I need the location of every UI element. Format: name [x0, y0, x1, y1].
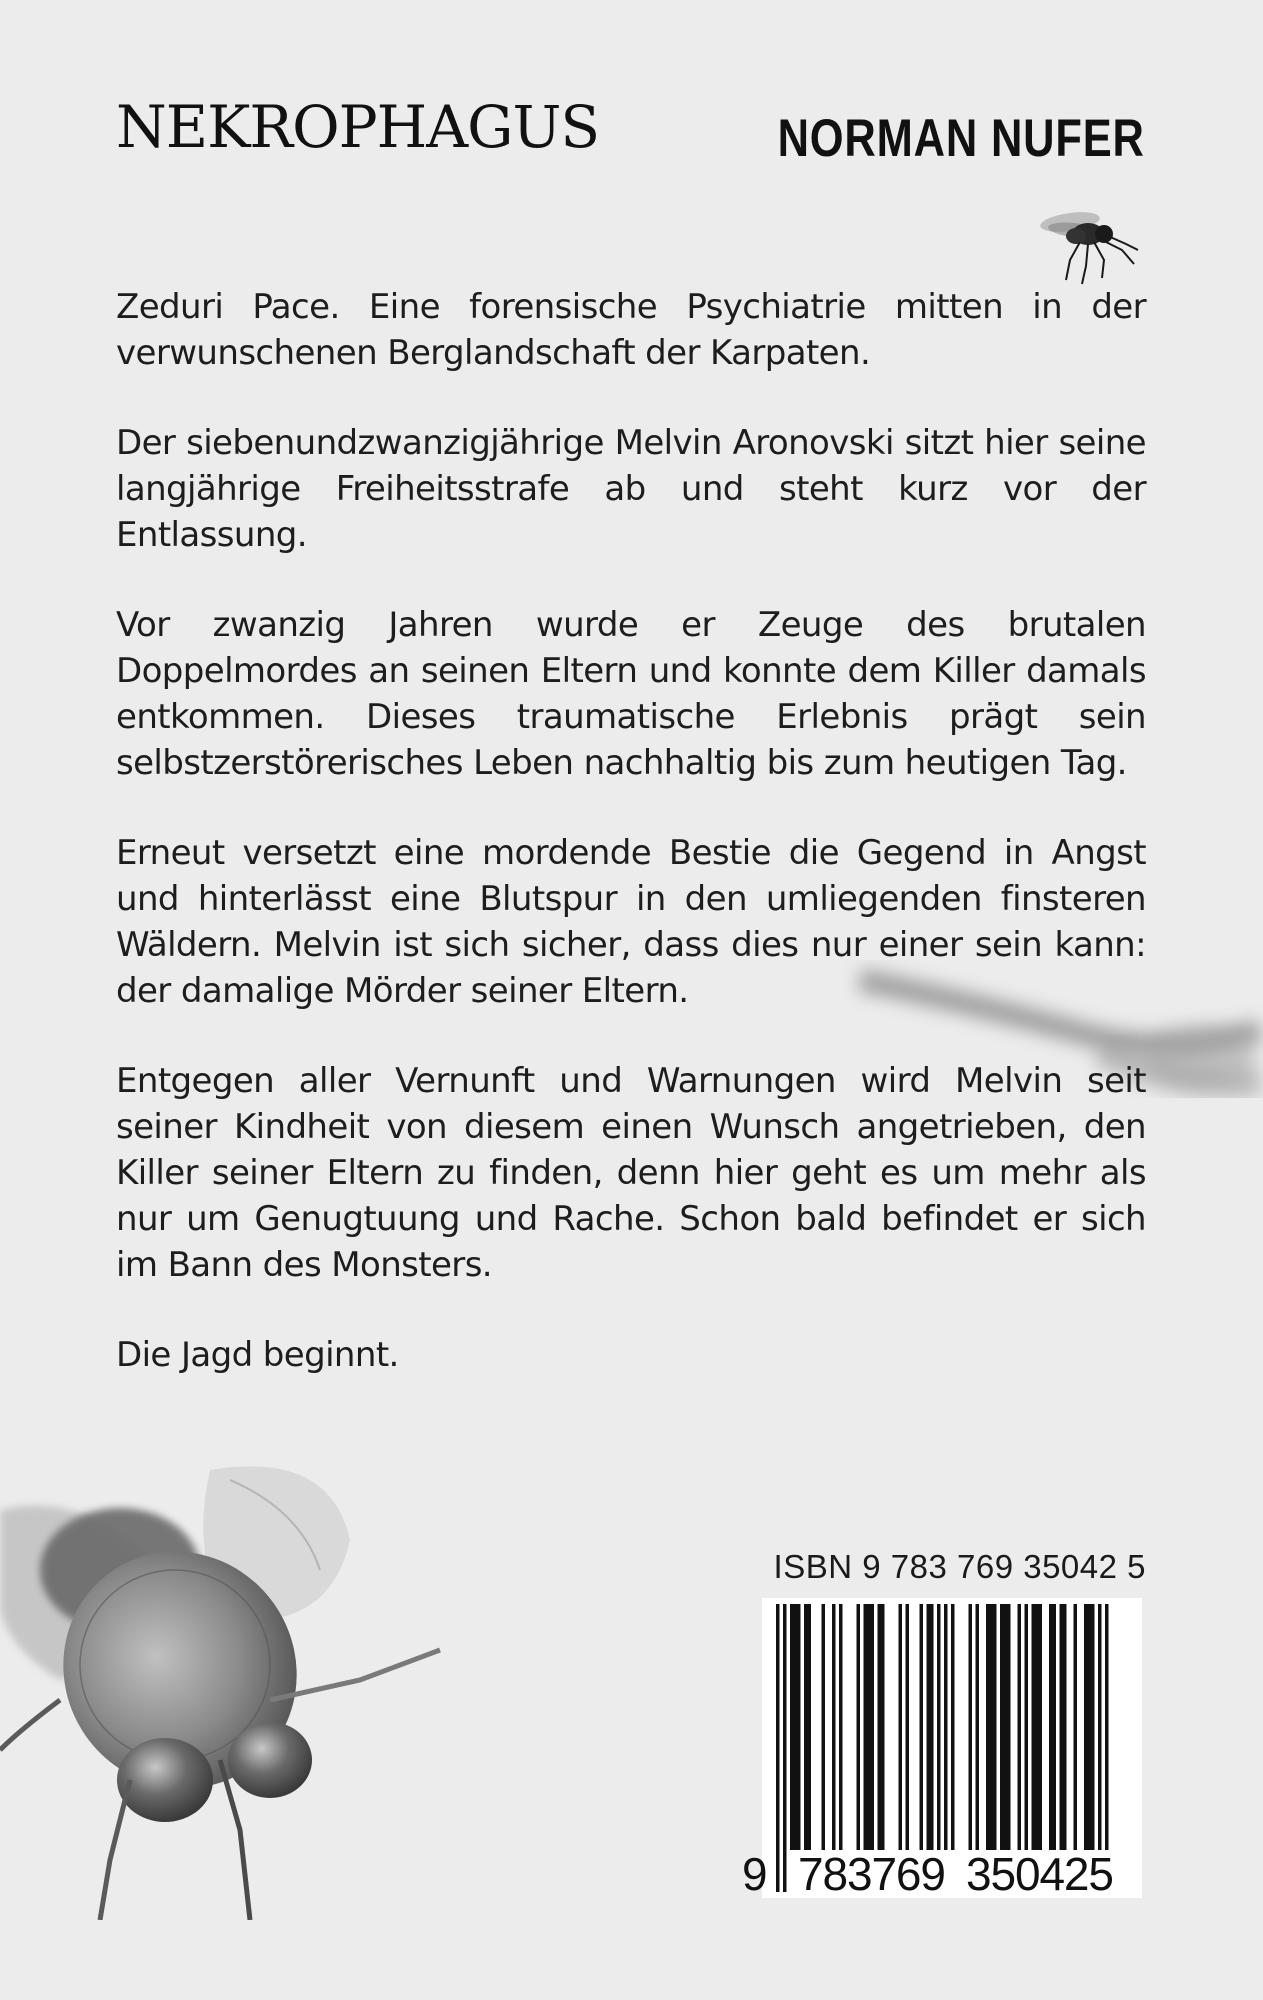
barcode-bar	[1007, 1604, 1011, 1850]
barcode-bar	[990, 1604, 994, 1850]
barcode-bar	[920, 1604, 924, 1850]
barcode-bar	[930, 1604, 934, 1850]
barcode-bar	[1049, 1604, 1053, 1850]
barcode-bar	[1053, 1604, 1057, 1850]
barcode-bar	[783, 1604, 787, 1892]
barcode-bar	[1004, 1604, 1008, 1850]
blurb-paragraph: Entgegen aller Vernunft und Warnungen wird Melvin seit seiner Kindheit von diesem einen Wunsch angetrieben, den Killer seiner Eltern zu finden, denn hier geht es um mehr als nur um Genugtuung und Rache. Schon bald befindet er sich im Bann des Monsters.	[116, 1061, 1146, 1285]
barcode-bar	[1032, 1604, 1036, 1850]
barcode-bar	[951, 1604, 955, 1850]
barcode-bar	[871, 1604, 875, 1850]
barcode-bar	[1074, 1604, 1078, 1850]
isbn-barcode	[736, 1598, 1146, 1898]
barcode-bar	[867, 1604, 871, 1850]
book-title: NEKROPHAGUS	[116, 93, 600, 161]
barcode-bar	[1000, 1604, 1004, 1850]
barcode-bar	[927, 1604, 931, 1850]
barcode-bar	[986, 1604, 990, 1850]
blurb-paragraph: Zeduri Pace. Eine forensische Psychiatrie mitten in der verwunschenen Berglandschaft der Karpaten.	[116, 287, 1146, 373]
large-fly-icon	[0, 1450, 470, 1920]
barcode-bar	[906, 1604, 910, 1850]
barcode-bar	[797, 1604, 801, 1850]
barcode-bar	[969, 1604, 973, 1850]
barcode-digit-lead: 9	[742, 1848, 768, 1898]
blurb-paragraph: Der siebenundzwanzigjährige Melvin Aronovski sitzt hier seine langjährige Freiheitsstrafe ab und steht kurz vor der Entlassung.	[116, 423, 1146, 555]
barcode-bar	[1035, 1604, 1039, 1850]
blurb-closing-line: Die Jagd beginnt.	[116, 1335, 399, 1375]
barcode-bar	[1060, 1604, 1064, 1850]
barcode-bar	[881, 1604, 885, 1850]
barcode-bar	[857, 1604, 861, 1850]
barcode-bar	[776, 1604, 780, 1892]
blurb-paragraph: Vor zwanzig Jahren wurde er Zeuge des brutalen Doppelmordes an seinen Eltern und konnte dem Killer damals entkommen. Dieses traumatische Erlebnis prägt sein selbstzerstörerisches Leben nachhaltig bis zum heutigen Tag.	[116, 605, 1146, 783]
barcode-bar	[1025, 1604, 1029, 1850]
barcode-bar	[794, 1604, 798, 1850]
barcode-bar	[1039, 1604, 1043, 1850]
barcode-bar	[1091, 1604, 1095, 1850]
barcode-bar	[804, 1604, 808, 1850]
blurb-text	[116, 284, 1146, 1422]
barcode-bar	[1018, 1604, 1022, 1850]
barcode-bar	[899, 1604, 903, 1850]
barcode-bar	[878, 1604, 882, 1850]
isbn-label: ISBN 9 783 769 35042 5	[773, 1548, 1146, 1585]
barcode-bar	[839, 1604, 843, 1850]
barcode-bar	[1088, 1604, 1092, 1850]
barcode-bar	[822, 1604, 826, 1850]
blurb-paragraph: Erneut versetzt eine mordende Bestie die Gegend in Angst und hinterlässt eine Blutspur in den umliegenden finsteren Wäldern. Melvin ist sich sicher, dass dies nur einer sein kann: der damalige Mörder seiner Eltern.	[116, 833, 1146, 1011]
barcode-bar	[790, 1604, 794, 1850]
barcode-digits-right: 350425	[966, 1848, 1114, 1898]
barcode-bar	[1063, 1604, 1067, 1850]
barcode-bar	[993, 1604, 997, 1850]
barcode-bar	[832, 1604, 836, 1850]
barcode-bar	[976, 1604, 980, 1850]
barcode-bar	[1084, 1604, 1088, 1850]
barcode-digits-left: 783769	[798, 1848, 946, 1898]
author-name: NORMAN NUFER	[777, 109, 1145, 168]
barcode-bar	[808, 1604, 812, 1850]
barcode-bar	[864, 1604, 868, 1850]
